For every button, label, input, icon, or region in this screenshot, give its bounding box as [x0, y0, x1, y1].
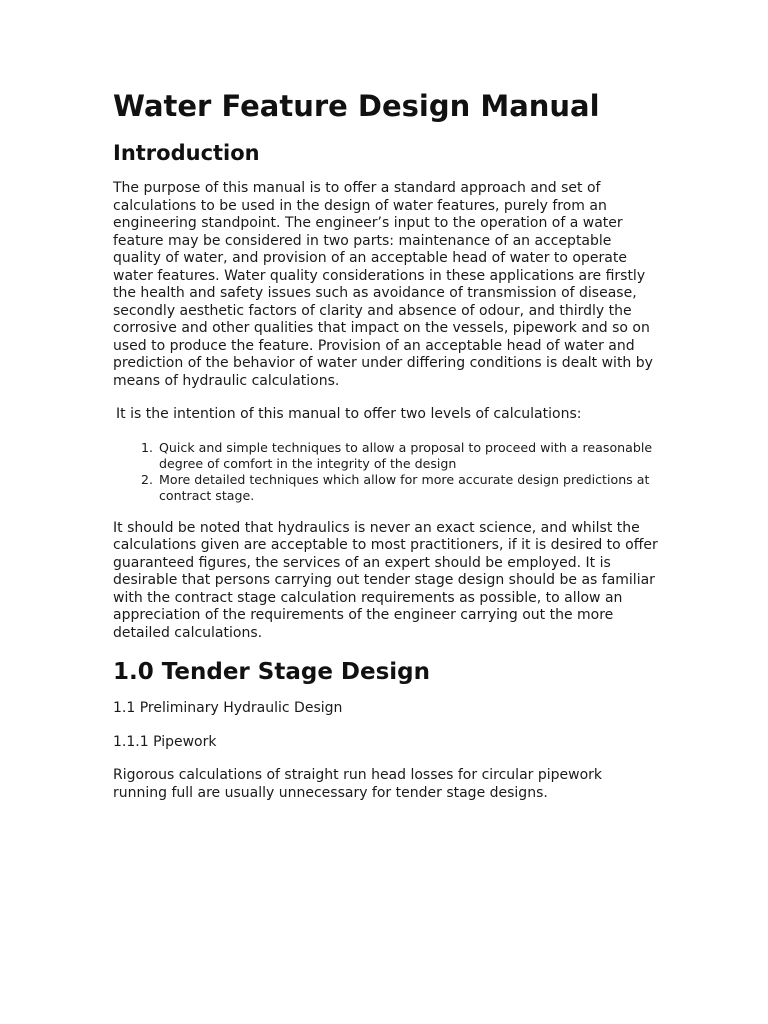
introduction-heading: Introduction: [113, 141, 260, 165]
section-heading: 1.0 Tender Stage Design: [113, 659, 431, 685]
subsection-heading: 1.1 Preliminary Hydraulic Design: [113, 700, 343, 716]
introduction-paragraph-3: It should be noted that hydraulics is never an exact science, and whilst the calculations given are acceptable to most practitioners, if it is desired to offer guaranteed figures, the services of an expert should be employed. It is desirable that persons carrying out tender stage design should be as familiar with the contract stage calculation requirements as possible, to allow an appreciation of the requirements of the engineer carrying out the more detailed calculations.: [113, 519, 658, 641]
introduction-paragraph-2: It is the intention of this manual to offer two levels of calculations:: [116, 406, 582, 422]
pipework-paragraph: Rigorous calculations of straight run head losses for circular pipework running full are usually unnecessary for tender stage designs.: [113, 767, 603, 801]
document-title: Water Feature Design Manual: [113, 89, 600, 123]
subsubsection-heading: 1.1.1 Pipework: [113, 733, 217, 750]
list-item: 2. More detailed techniques which allow for more accurate design predictions at contract stage.: [157, 472, 658, 504]
introduction-paragraph-1: The purpose of this manual is to offer a standard approach and set of calculations to be used in the design of water features, purely from an engineering standpoint. The engineer’s input to the operation of a water feature may be considered in two parts: maintenance of an acceptable quality of water, and provision of an acceptable head of water to operate water features. Water quality considerations in these applications are firstly the health and safety issues such as avoidance of transmission of disease, secondly aesthetic factors of clarity and absence of odour, and thirdly the corrosive and other qualities that impact on the vessels, pipework and so on used to produce the feature. Provision of an acceptable head of water and prediction of the behavior of water under differing conditions is dealt with by means of hydraulic calculations.: [113, 180, 653, 389]
calculation-levels-list: [113, 440, 658, 504]
document-page: [113, 88, 658, 818]
list-item: 1. Quick and simple techniques to allow a proposal to proceed with a reasonable degree of comfort in the integrity of the design: [157, 440, 658, 472]
